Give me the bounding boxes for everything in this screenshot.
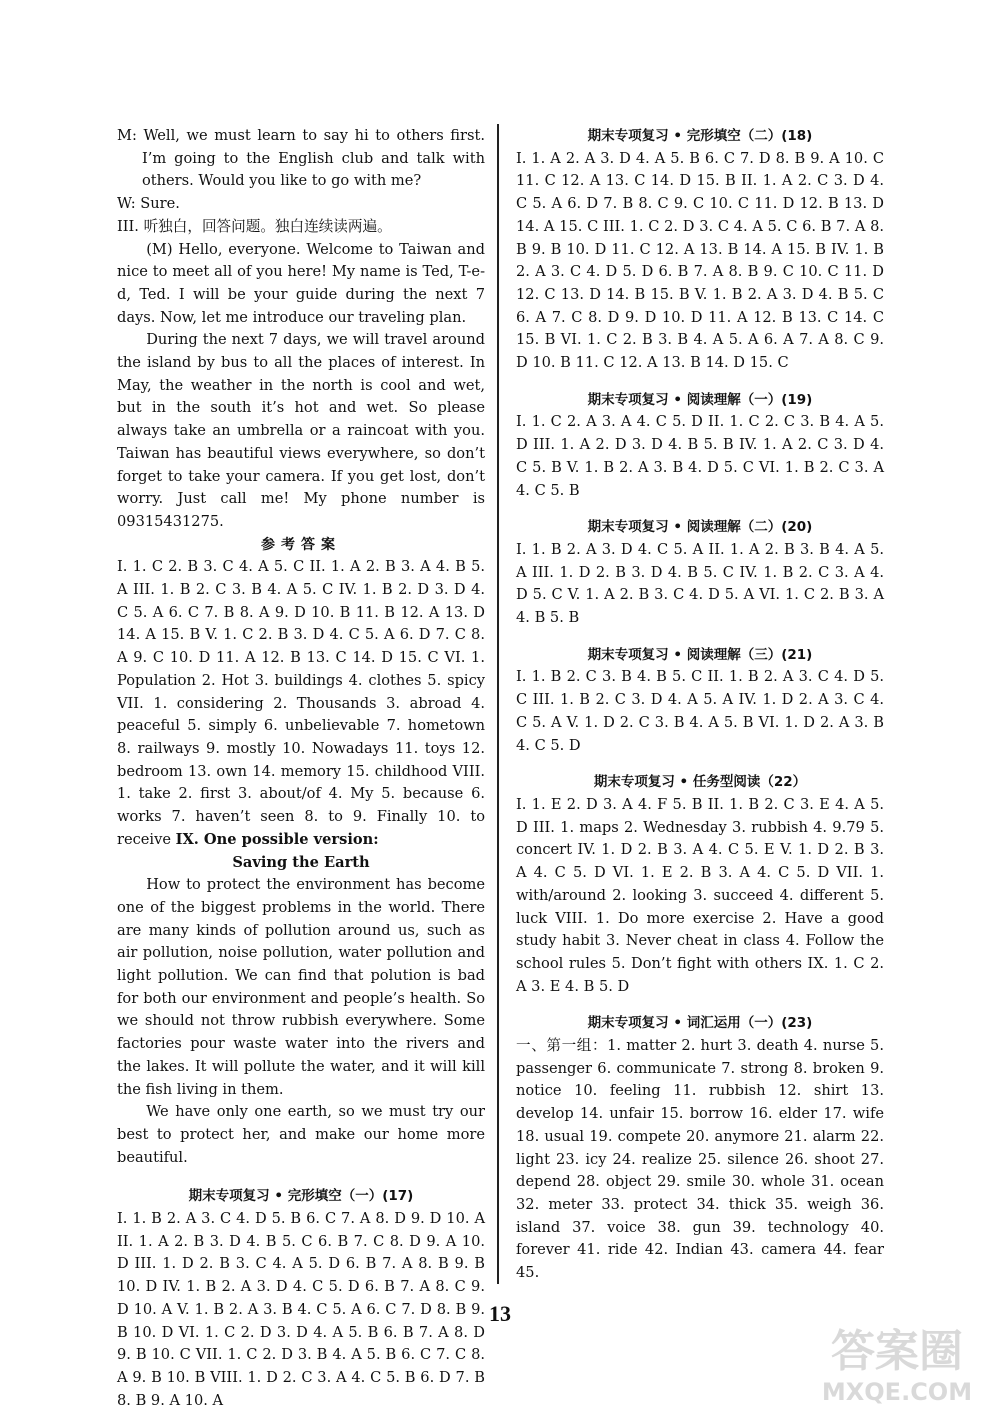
section-22-title: 期末专项复习 • 任务型阅读（22） — [593, 774, 807, 791]
section-18-answers: I. 1. A 2. A 3. D 4. A 5. B 6. C 7. D 8. B 9. A 10. C 11. C 12. A 13. C 14. D 15. B II. 1. A 2. C 3. D 4. C 5. A 6. D 7. B 8. C 9. C 10. C 11. D 12. B 13. D 14. A 15. C III. 1. C 2. D 3. C 4. A 5. C 6. B 7. A 8. B 9. B 10. D 11. C 12. A 13. B 14. A 15. B IV. 1. B 2. A 3. C 4. D 5. D 6. B 7. A 8. B 9. C 10. C 11. D 12. C 13. D 14. B 15. B V. 1. B 2. A 3. D 4. B 5. C 6. A 7. C 8. D 9. D 10. D 11. A 12. B 13. C 14. C 15. B VI. 1. C 2. B 3. B 4. A 5. A 6. A 7. A 8. C 9. D 10. B 11. C 12. A 13. B 14. D 15. C — [516, 149, 884, 372]
watermark-url-text: MXQE.COM — [821, 1378, 973, 1406]
section-17-title: 期末专项复习 • 完形填空（一）(17) — [188, 1188, 414, 1205]
dialogue-line-w: W: Sure. — [117, 195, 180, 213]
answers-block — [117, 556, 485, 851]
column-divider — [497, 124, 499, 1284]
section-20-title: 期末专项复习 • 阅读理解（二）(20) — [587, 519, 813, 536]
section-19-answers: I. 1. C 2. A 3. A 4. C 5. D II. 1. C 2. C 3. B 4. A 5. D III. 1. A 2. D 3. D 4. B 5. B IV. 1. A 2. C 3. D 4. C 5. B V. 1. B 2. A 3. B 4. D 5. C VI. 1. B 2. C 3. A 4. C 5. B — [516, 413, 884, 499]
section-23-title: 期末专项复习 • 词汇运用（一）(23) — [587, 1015, 813, 1032]
watermark-main-text: 答案圈 — [831, 1326, 963, 1377]
section-22-answers: I. 1. E 2. D 3. A 4. F 5. B II. 1. B 2. C 3. E 4. A 5. D III. 1. maps 2. Wednesday 3. rubbish 4. 9.79 5. concert IV. 1. D 2. B 3. A 4. C 5. E V. 1. D 2. B 3. A 4. C 5. D VI. 1. E 2. B 3. A 4. C 5. D VII. 1. with/around 2. looking 3. succeed 4. different 5. luck VIII. 1. Do more exercise 2. Have a good study habit 3. Never cheat in class 4. Follow the school rules 5. Don’t fight with others IX. 1. C 2. A 3. E 4. B 5. D — [516, 795, 884, 995]
section-19-title: 期末专项复习 • 阅读理解（一）(19) — [587, 391, 813, 408]
section-20-answers: I. 1. B 2. A 3. D 4. C 5. A II. 1. A 2. B 3. B 4. A 5. A III. 1. D 2. B 3. D 4. B 5. C IV. 1. B 2. C 3. A 4. D 5. C V. 1. A 2. B 3. C 4. D 5. A VI. 1. C 2. B 3. A 4. B 5. B — [516, 540, 884, 627]
watermark-logo — [802, 1308, 992, 1408]
monologue-paragraph-2: During the next 7 days, we will travel around the island by bus to all the places of interest. In May, the weather in the north is cool and wet, but in the south it’s hot and wet. So please always take an umbrella or a raincoat with you. Taiwan has beautiful views everywhere, so don’t forget to take your camera. If you get lost, don’t worry. Just call me! My phone number is 09315431275. — [117, 331, 485, 530]
page-number: 13 — [489, 1301, 511, 1326]
section-21-answers: I. 1. B 2. C 3. B 4. B 5. C II. 1. B 2. A 3. C 4. D 5. C III. 1. B 2. C 3. D 4. A 5. A IV. 1. D 2. A 3. C 4. C 5. A V. 1. D 2. C 3. B 4. A 5. B VI. 1. D 2. A 3. B 4. C 5. D — [516, 668, 884, 754]
left-column — [117, 125, 485, 1412]
essay-paragraph-1: How to protect the environment has become one of the biggest problems in the world. There are many kinds of pollution around us, such as air pollution, noise pollution, water pollution and light pollution. We can find that polution is bad for both our environment and people’s health. So we should not throw rubbish everywhere. Some factories pour waste water into the rivers and the lakes. It will pollute the water, and it will kill the fish living in them. — [117, 876, 485, 1098]
monologue-paragraph-1: (M) Hello, everyone. Welcome to Taiwan and nice to meet all of you here! My name is Ted, T-e-d, Ted. I will be your guide during the next 7 days. Now, let me introduce our traveling plan. — [117, 240, 485, 326]
essay-title: Saving the Earth — [232, 853, 370, 871]
section-17-answers: I. 1. B 2. A 3. C 4. D 5. B 6. C 7. A 8. D 9. D 10. A II. 1. A 2. B 3. D 4. B 5. C 6. B 7. C 8. D 9. A 10. D III. 1. D 2. B 3. C 4. A 5. D 6. B 7. A 8. B 9. B 10. D IV. 1. B 2. A 3. D 4. C 5. D 6. B 7. A 8. C 9. D 10. A V. 1. B 2. A 3. B 4. C 5. A 6. C 7. D 8. B 9. B 10. D VI. 1. C 2. D 3. D 4. A 5. B 6. B 7. A 8. D 9. B 10. C VII. 1. C 2. D 3. B 4. A 5. B 6. C 7. C 8. A 9. B 10. B VIII. 1. D 2. C 3. A 4. C 5. B 6. D 7. B 8. B 9. A 10. A — [117, 1210, 485, 1409]
essay-label: IX. One possible version: — [175, 830, 379, 848]
part3-heading: III. 听独白，回答问题。独白连续读两遍。 — [117, 217, 392, 235]
right-column — [516, 125, 884, 1285]
section-21-title: 期末专项复习 • 阅读理解（三）(21) — [587, 646, 813, 663]
section-23-answers: 一、第一组：1. matter 2. hurt 3. death 4. nurse 5. passenger 6. communicate 7. strong 8. broken 9. notice 10. feeling 11. rubbish 12. shirt 13. develop 14. unfair 15. borrow 16. elder 17. wife 18. usual 19. compete 20. anymore 21. alarm 22. light 23. icy 24. realize 25. silence 26. shoot 27. depend 28. object 29. smile 30. whole 31. ocean 32. meter 33. protect 34. thick 35. weigh 36. island 37. voice 38. gun 39. technology 40. forever 41. ride 42. Indian 43. camera 44. fear 45. — [516, 1037, 884, 1282]
section-18-title: 期末专项复习 • 完形填空（二）(18) — [587, 128, 813, 144]
answers-text: I. 1. C 2. B 3. C 4. A 5. C II. 1. A 2. B 3. A 4. B 5. A III. 1. B 2. C 3. B 4. A 5. C IV. 1. B 2. D 3. D 4. C 5. A 6. C 7. B 8. A 9. D 10. B 11. B 12. A 13. D 14. A 15. B V. 1. C 2. B 3. D 4. C 5. A 6. D 7. C 8. A 9. C 10. D 11. A 12. B 13. C 14. D 15. C VI. 1. Population 2. Hot 3. buildings 4. clothes 5. spicy VII. 1. considering 2. Thousands 3. abroad 4. peaceful 5. simply 6. unbelievable 7. hometown 8. railways 9. mostly 10. Nowadays 11. toys 12. bedroom 13. own 14. memory 15. childhood VIII. 1. take 2. first 3. about/of 4. My 5. because 6. works 7. haven’t seen 8. to 9. Finally 10. to receive — [117, 558, 485, 848]
dialogue-line-m: M: Well, we must learn to say hi to others first. I’m going to the English club and talk with others. Would you like to go with me? — [117, 127, 485, 190]
answers-heading: 参考答案 — [261, 536, 341, 553]
essay-paragraph-2: We have only one earth, so we must try our best to protect her, and make our home more beautiful. — [117, 1103, 485, 1166]
